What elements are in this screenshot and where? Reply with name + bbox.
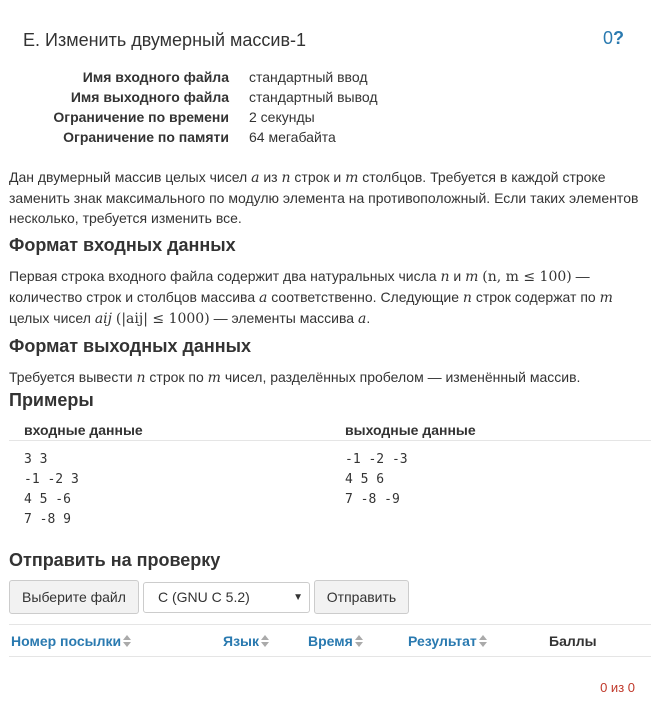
limit-value-time: 2 секунды — [249, 109, 315, 125]
var-n: n — [462, 290, 472, 306]
statement-text: Дан двумерный массив целых чисел — [9, 169, 248, 185]
var-a: a — [251, 170, 260, 186]
limit-label-memory: Ограничение по памяти — [63, 129, 229, 145]
limit-label-time: Ограничение по времени — [53, 109, 229, 125]
col-points: Баллы — [549, 633, 597, 649]
submit-heading: Отправить на проверку — [9, 550, 221, 570]
compiler-select[interactable] — [143, 582, 310, 613]
statement-text: несколько, требуется изменить все. — [9, 210, 242, 226]
submissions-table-header — [9, 624, 651, 657]
var-n: n — [136, 370, 146, 386]
sort-icon — [479, 635, 487, 647]
col-time[interactable] — [308, 633, 363, 649]
sort-icon — [123, 635, 131, 647]
col-label: Результат — [408, 633, 477, 649]
submit-button[interactable]: Отправить — [314, 580, 409, 614]
example-output: -1 -2 -3 4 5 6 7 -8 -9 — [345, 452, 408, 507]
input-format-sentence: — элементы массива — [213, 310, 355, 326]
compiler-selected: C (GNU C 5.2) — [158, 589, 250, 605]
limit-value-input: стандартный ввод — [249, 69, 368, 85]
example-input-label: входные данные — [24, 422, 143, 438]
statement-text: строк и — [294, 169, 342, 185]
col-language[interactable] — [223, 633, 269, 649]
col-label: Номер посылки — [11, 633, 122, 649]
input-format-sentence: количество строк и столбцов массива — [9, 289, 256, 305]
var-m: m — [599, 290, 613, 306]
input-format-sentence: и — [453, 268, 462, 284]
constraint-aij: (|aij| ≤ 1000) — [115, 311, 210, 327]
var-n: n — [440, 269, 450, 285]
limit-value-memory: 64 мегабайта — [249, 129, 336, 145]
col-label: Время — [308, 633, 353, 649]
var-m: m — [465, 269, 479, 285]
var-a: a — [357, 311, 367, 327]
statement-text: заменить знак максимального по модулю элемента на противоположный. Если таких элементов — [9, 190, 639, 206]
input-format-sentence: . — [366, 310, 371, 326]
output-format-text — [9, 367, 645, 388]
input-format-sentence: — — [575, 268, 590, 284]
statement-text: из — [263, 169, 278, 185]
help-icon[interactable]: ? — [613, 28, 624, 48]
input-format-sentence: Первая строка входного файла содержит два натуральных числа — [9, 268, 437, 284]
input-format-text — [9, 266, 645, 329]
sort-icon — [355, 635, 363, 647]
var-n: n — [281, 170, 291, 186]
dropdown-caret-icon: ▼ — [293, 592, 303, 603]
output-format-heading: Формат выходных данных — [9, 336, 252, 356]
examples-table-header — [9, 420, 651, 441]
input-format-sentence: соответственно. Следующие — [271, 289, 459, 305]
input-format-sentence: строк содержат по — [475, 289, 596, 305]
problem-score[interactable] — [603, 28, 624, 49]
problem-title: E. Изменить двумерный массив-1 — [23, 30, 307, 50]
limit-label-output: Имя выходного файла — [70, 89, 229, 105]
sort-icon — [261, 635, 269, 647]
input-format-sentence: целых чисел — [9, 310, 91, 326]
var-a: a — [259, 290, 268, 306]
problem-statement — [9, 167, 645, 228]
input-format-heading: Формат входных данных — [9, 235, 236, 255]
choose-file-button[interactable]: Выберите файл — [9, 580, 139, 614]
score-value: 0 — [602, 28, 613, 48]
output-format-sentence: строк по — [149, 369, 204, 385]
var-aij: aij — [94, 311, 112, 327]
submissions-pager: 0 из 0 — [600, 680, 635, 695]
example-output-label: выходные данные — [345, 422, 476, 438]
output-format-sentence: Требуется вывести — [9, 369, 133, 385]
limit-label-input: Имя входного файла — [82, 69, 229, 85]
var-m: m — [207, 370, 221, 386]
var-m: m — [345, 170, 359, 186]
examples-heading: Примеры — [9, 390, 94, 410]
example-input: 3 3 -1 -2 3 4 5 -6 7 -8 9 — [24, 452, 79, 527]
col-result[interactable] — [408, 633, 487, 649]
output-format-sentence: чисел, разделённых пробелом — изменённый массив. — [224, 369, 581, 385]
statement-text: столбцов. Требуется в каждой строке — [362, 169, 606, 185]
limit-value-output: стандартный вывод — [249, 89, 378, 105]
col-submission-id[interactable] — [11, 633, 131, 649]
col-label: Язык — [223, 633, 259, 649]
constraint-nm: (n, m ≤ 100) — [482, 269, 572, 285]
